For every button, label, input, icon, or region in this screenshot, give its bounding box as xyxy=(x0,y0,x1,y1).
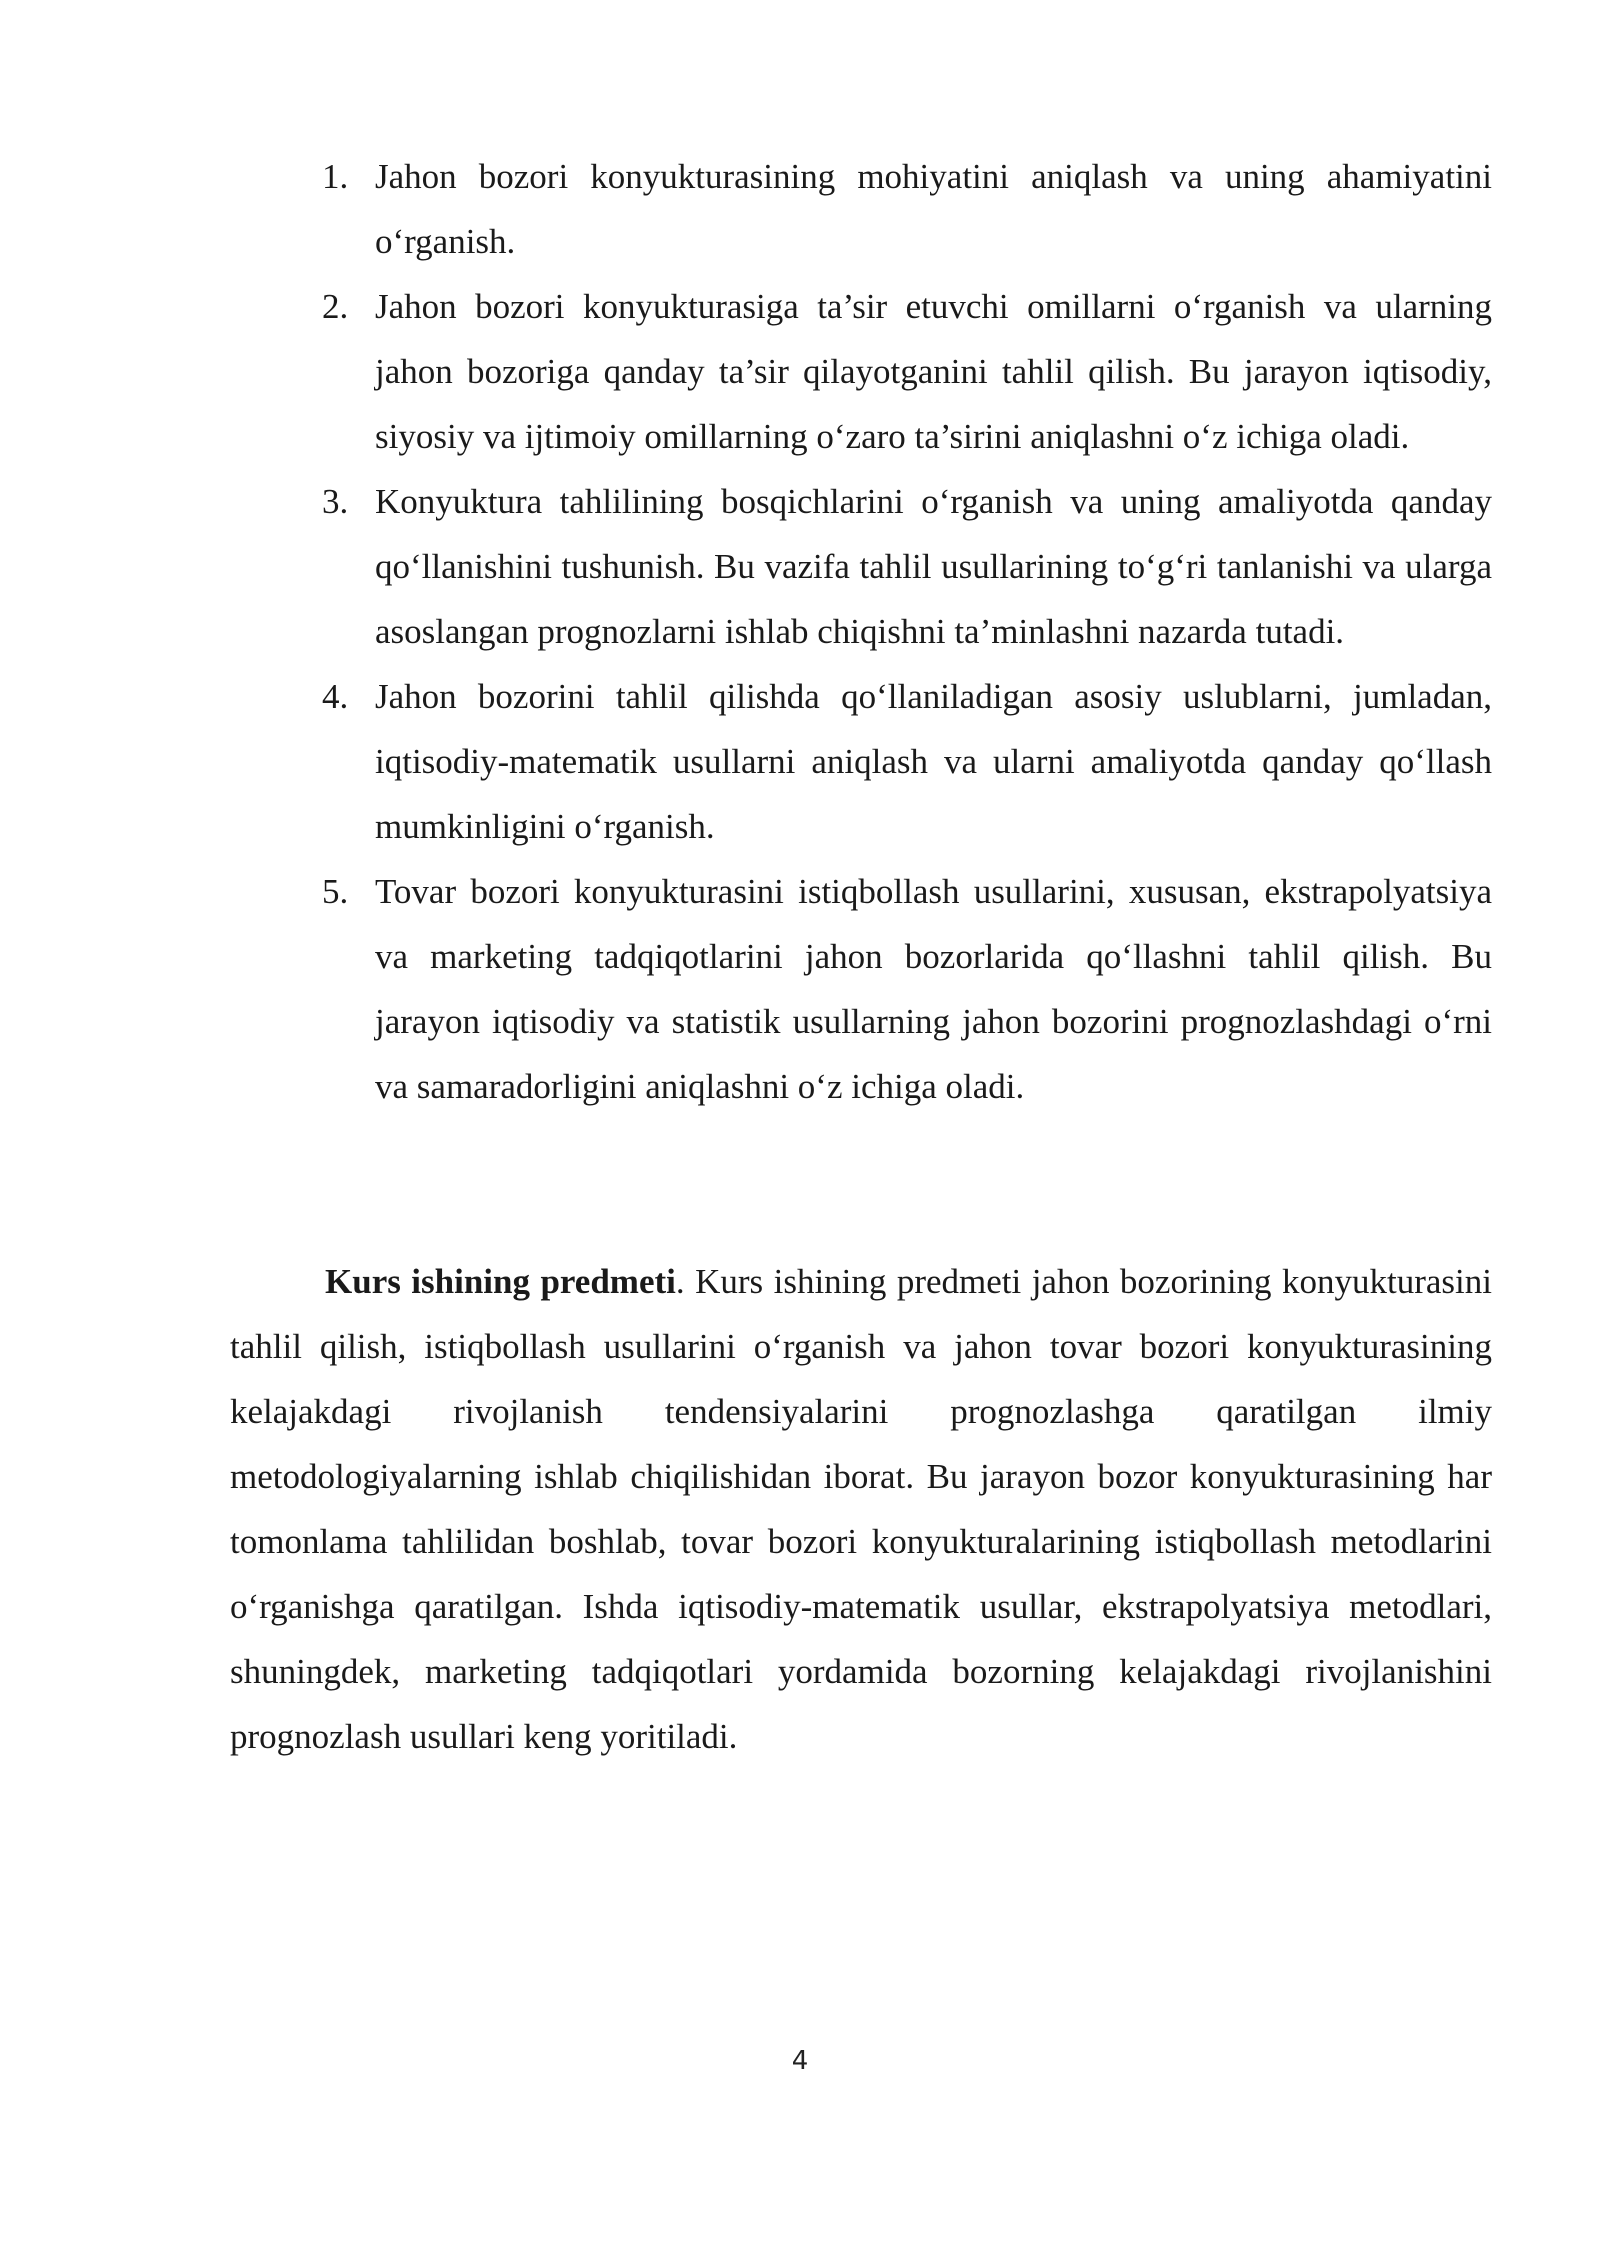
list-item xyxy=(322,859,1492,1119)
list-item-text: Konyuktura tahlilining bosqichlarini o‘rganish va uning amaliyotda qanday qo‘llanishini tushunish. Bu vazifa tahlil usullarining to‘g‘ri tanlanishi va ularga asoslangan prognozlarni ishlab chiqishni ta’minlashni nazarda tutadi. xyxy=(375,482,1492,651)
list-item-text: Jahon bozori konyukturasiga ta’sir etuvchi omillarni o‘rganish va ularning jahon bozoriga qanday ta’sir qilayotganini tahlil qilish. Bu jarayon iqtisodiy, siyosiy va ijtimoiy omillarning o‘zaro ta’sirini aniqlashni o‘z ichiga oladi. xyxy=(375,287,1492,456)
list-item-number: 5. xyxy=(322,872,349,911)
list-item-number: 2. xyxy=(322,287,349,326)
task-list xyxy=(322,144,1492,1119)
list-item xyxy=(322,144,1492,274)
page-number: 4 xyxy=(791,2046,809,2076)
subject-paragraph xyxy=(230,1249,1492,1769)
list-item xyxy=(322,664,1492,859)
list-item xyxy=(322,274,1492,469)
list-item xyxy=(322,469,1492,664)
list-item-number: 4. xyxy=(322,677,349,716)
list-item-number: 1. xyxy=(322,157,349,196)
list-item-text: Jahon bozori konyukturasining mohiyatini aniqlash va uning ahamiyatini o‘rganish. xyxy=(375,157,1492,261)
list-item-text: Tovar bozori konyukturasini istiqbollash usullarini, xususan, ekstrapolyatsiya va marketing tadqiqotlarini jahon bozorlarida qo‘llashni tahlil qilish. Bu jarayon iqtisodiy va statistik usullarning jahon bozorini prognozlashdagi o‘rni va samaradorligini aniqlashni o‘z ichiga oladi. xyxy=(375,872,1492,1106)
list-item-number: 3. xyxy=(322,482,349,521)
subject-text: . Kurs ishining predmeti jahon bozorining konyukturasini tahlil qilish, istiqbollash usullarini o‘rganish va jahon tovar bozori konyukturasining kelajakdagi rivojlanish tendensiyalarini prognozlashga qaratilgan ilmiy metodologiyalarning ishlab chiqilishidan iborat. Bu jarayon bozor konyukturasining har tomonlama tahlilidan boshlab, tovar bozori konyukturalarining istiqbollash metodlarini o‘rganishga qaratilgan. Ishda iqtisodiy-matematik usullar, ekstrapolyatsiya metodlari, shuningdek, marketing tadqiqotlari yordamida bozorning kelajakdagi rivojlanishini prognozlash usullari keng yoritiladi. xyxy=(230,1262,1492,1756)
subject-heading: Kurs ishining predmeti xyxy=(325,1262,676,1301)
list-item-text: Jahon bozorini tahlil qilishda qo‘llaniladigan asosiy uslublarni, jumladan, iqtisodiy-matematik usullarni aniqlash va ularni amaliyotda qanday qo‘llash mumkinligini o‘rganish. xyxy=(375,677,1492,846)
